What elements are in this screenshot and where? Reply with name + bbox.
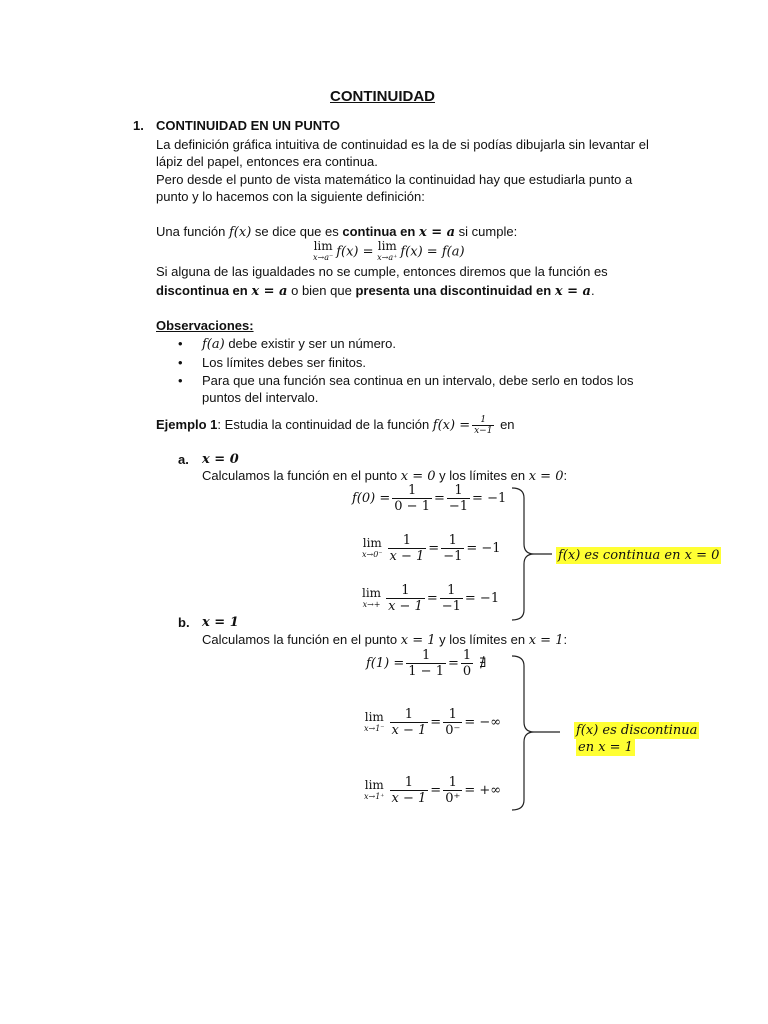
observation-item: • Los límites debes ser finitos. bbox=[178, 355, 367, 370]
observation-item: • Para que una función sea continua en un intervalo, debe serlo en todos los bbox=[178, 373, 634, 388]
part-a-letter: a. bbox=[178, 452, 189, 467]
part-b-row-1: f(1) = $\frac{1}{1 - 1}$ = $\frac{1}{0}$ ∄ bbox=[366, 648, 487, 679]
part-a-row-3: lim x→+ $\frac{1}{x - 1}$ = $\frac{1}{-1}$ = −1 bbox=[362, 583, 500, 614]
part-b-brace bbox=[510, 654, 564, 812]
definition-formula: lim x→a⁻ f(x) = lim x→a⁺ f(x) = f(a) bbox=[313, 239, 465, 262]
section-number: 1. bbox=[133, 118, 144, 133]
section-heading: CONTINUIDAD EN UN PUNTO bbox=[156, 118, 340, 133]
part-b-conclusion-2: en x = 1 bbox=[578, 740, 633, 755]
part-a-row-1: f(0) = $\frac{1}{0 - 1}$ = $\frac{1}{-1}$ = −1 bbox=[352, 483, 507, 514]
fx-symbol: f(x) bbox=[229, 225, 252, 240]
page-title: CONTINUIDAD bbox=[330, 88, 435, 105]
discontinuity-line-2: discontinua en x = a o bien que presenta una discontinuidad en x = a. bbox=[156, 283, 595, 299]
part-a-point: x = 0 bbox=[202, 452, 239, 467]
part-b-row-2: lim x→1⁻ $\frac{1}{x - 1}$ = $\frac{1}{0^-}$ = −∞ bbox=[364, 707, 502, 738]
limit-right: lim x→a⁺ bbox=[377, 239, 398, 262]
intro-line-1: La definición gráfica intuitiva de continuidad es la de si podías dibujarla sin levantar el bbox=[156, 137, 649, 152]
example-statement: Ejemplo 1: Estudia la continuidad de la función f(x) = $\frac{1}{x-1}$ en bbox=[156, 415, 515, 436]
part-b-description: Calculamos la función en el punto x = 1 y los límites en x = 1: bbox=[202, 632, 568, 648]
part-a-description: Calculamos la función en el punto x = 0 y los límites en x = 0: bbox=[202, 468, 568, 484]
limit-left: lim x→a⁻ bbox=[313, 239, 334, 262]
part-b-conclusion-1: f(x) es discontinua bbox=[576, 723, 698, 738]
part-a-conclusion: f(x) es continua en x = 0 bbox=[558, 548, 720, 563]
observation-item-continued: puntos del intervalo. bbox=[202, 390, 319, 405]
intro-line-3: Pero desde el punto de vista matemático la continuidad hay que estudiarla punto a bbox=[156, 172, 633, 187]
discontinuity-line-1: Si alguna de las igualdades no se cumple, entonces diremos que la función es bbox=[156, 264, 608, 279]
part-b-row-3: lim x→1⁺ $\frac{1}{x - 1}$ = $\frac{1}{0^+}$ = +∞ bbox=[364, 775, 502, 806]
definition-sentence: Una función f(x) se dice que es continua en x = a si cumple: bbox=[156, 224, 518, 240]
part-a-brace bbox=[510, 486, 556, 622]
part-b-letter: b. bbox=[178, 615, 190, 630]
observations-heading: Observaciones: bbox=[156, 318, 254, 333]
part-b-point: x = 1 bbox=[202, 615, 239, 630]
part-a-row-2: lim x→0⁻ $\frac{1}{x - 1}$ = $\frac{1}{-1}$ = −1 bbox=[362, 533, 501, 564]
intro-line-4: punto y lo hacemos con la siguiente definición: bbox=[156, 189, 425, 204]
intro-line-2: lápiz del papel, entonces era continua. bbox=[156, 154, 378, 169]
observation-item: • f(a) debe existir y ser un número. bbox=[178, 336, 396, 352]
